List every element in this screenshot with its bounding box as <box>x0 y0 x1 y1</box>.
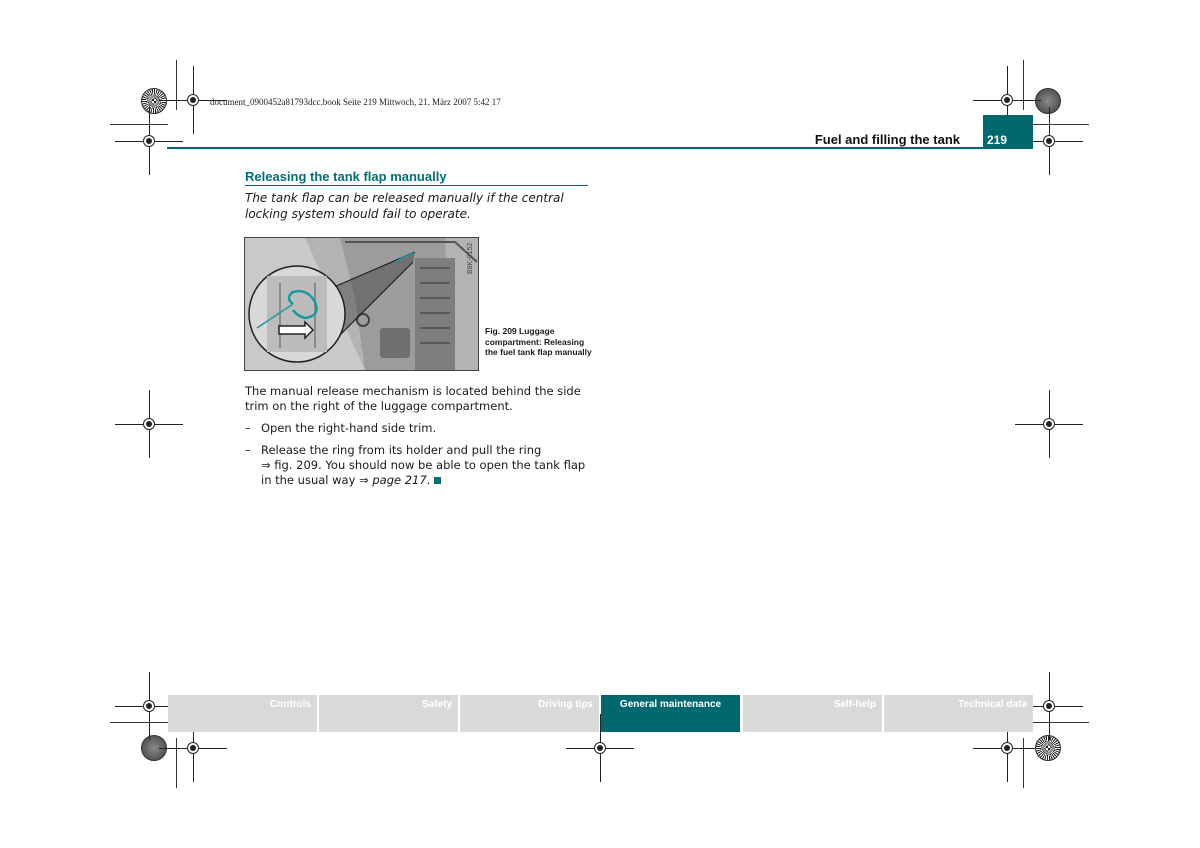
chapter-title: Fuel and filling the tank <box>814 132 960 147</box>
tab-general-maintenance[interactable] <box>601 695 740 732</box>
list-dash: – <box>245 421 251 435</box>
crop-mark <box>1023 60 1024 110</box>
step-text-line1: Release the ring from its holder and pull the ring <box>261 443 542 457</box>
color-registration-icon <box>141 88 167 114</box>
tab-label: General maintenance <box>619 699 722 710</box>
step-text: Open the right-hand side trim. <box>261 421 437 435</box>
section-rule <box>245 185 588 186</box>
tab-controls[interactable] <box>168 695 317 732</box>
tab-label: Technical data <box>958 699 1027 710</box>
step-text-end: . <box>426 473 431 487</box>
crop-mark <box>176 738 177 788</box>
figure-caption: Fig. 209 Luggage compartment: Releasing the fuel tank flap manually <box>485 326 592 357</box>
tab-technical-data[interactable] <box>884 695 1033 732</box>
crop-mark <box>110 124 168 125</box>
crop-mark <box>110 722 168 723</box>
section-end-icon <box>434 477 441 484</box>
page-number: 219 <box>987 133 1008 147</box>
tab-driving-tips[interactable] <box>460 695 599 732</box>
gray-registration-icon <box>1035 88 1061 114</box>
list-dash: – <box>245 443 251 457</box>
registration-mark-icon <box>1007 748 1008 749</box>
print-info-line: document_0900452a81793dcc.book Seite 219 Mittwoch, 21. März 2007 5:42 17 <box>210 97 501 107</box>
figure-code <box>462 240 476 274</box>
registration-mark-icon <box>149 706 150 707</box>
crop-mark <box>1023 738 1024 788</box>
figure-luggage-compartment <box>244 237 479 371</box>
figure-code-text: B8K-0152 <box>467 242 474 274</box>
crop-mark <box>1033 124 1089 125</box>
registration-mark-icon <box>193 748 194 749</box>
body-paragraph: The manual release mechanism is located behind the side trim on the right of the luggage compartment. <box>245 384 581 413</box>
registration-mark-icon <box>1049 424 1050 425</box>
section-intro: The tank flap can be released manually if the central locking system should fail to operate. <box>245 191 564 221</box>
tab-self-help[interactable] <box>743 695 882 732</box>
tab-label: Self-help <box>833 699 876 710</box>
tab-label: Safety <box>421 699 452 710</box>
step-text <box>261 443 591 488</box>
registration-mark-icon <box>149 141 150 142</box>
registration-mark-icon <box>149 424 150 425</box>
tab-label: Controls <box>269 699 311 710</box>
crop-mark <box>1033 722 1089 723</box>
registration-mark-icon <box>1007 100 1008 101</box>
header-rule <box>167 147 983 149</box>
chapter-tabs <box>168 695 1033 732</box>
step-text-line2: ⇒ fig. 209. You should now be able to open the tank flap in the usual way ⇒ <box>261 458 586 487</box>
registration-mark-icon <box>1049 706 1050 707</box>
registration-mark-icon <box>600 748 601 749</box>
registration-mark-icon <box>193 100 194 101</box>
tab-label: Driving tips <box>537 699 593 710</box>
tab-safety[interactable] <box>319 695 458 732</box>
luggage-compartment-illustration <box>245 238 478 370</box>
section-title: Releasing the tank flap manually <box>245 169 447 184</box>
page-reference-link[interactable]: page 217 <box>372 473 427 487</box>
registration-mark-icon <box>1049 141 1050 142</box>
crop-mark <box>176 60 177 110</box>
